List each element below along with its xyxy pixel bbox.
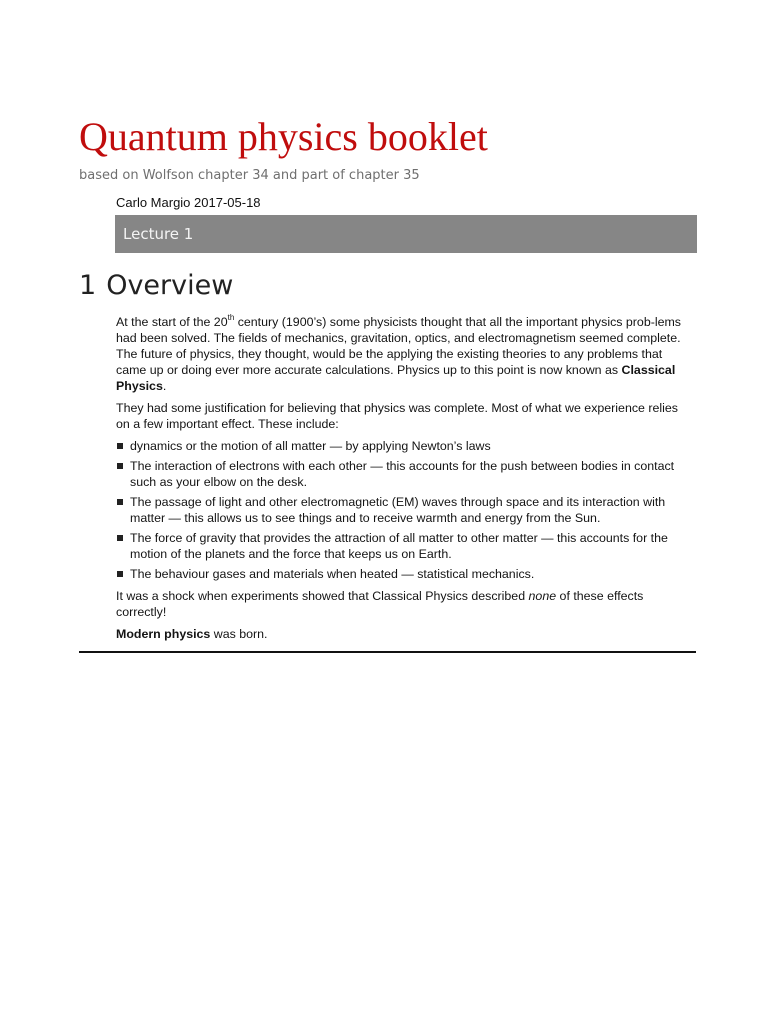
section-end-rule [79, 651, 696, 653]
section-title: Overview [106, 270, 234, 301]
list-item [116, 566, 686, 582]
list-item [116, 438, 686, 454]
intro-text-start: At the start of the 20 [116, 315, 228, 329]
list-item [116, 458, 686, 490]
paragraph-intro [116, 314, 686, 394]
classical-physics-term: Classical Physics [116, 363, 676, 393]
list-item-text: The passage of light and other electromagnetic (EM) waves through space and its interaction with matter — this allows us to see things and to receive warmth and energy from the Sun. [130, 495, 666, 525]
intro-text-body: century (1900’s) some physicists thought that all the important physics prob-lems had been solved. The fields of mechanics, gravitation, optics, and electromagnetism seemed complete. The future of physics, they thought, would be the applying the existing theories to any problems that came up or doing ever more accurate calculations. Physics up to this point is now known as [116, 315, 681, 377]
shock-text-start: It was a shock when experiments showed that Classical Physics described [116, 589, 529, 603]
list-item-text: The interaction of electrons with each other — this accounts for the push between bodies in contact such as your elbow on the desk. [130, 459, 675, 489]
list-item-text: The behaviour gases and materials when heated — statistical mechanics. [130, 567, 535, 581]
square-bullet-icon [117, 499, 123, 505]
intro-text-end: . [162, 379, 167, 393]
modern-physics-term: Modern physics [116, 627, 211, 641]
none-emphasis: none [528, 589, 557, 603]
century-superscript: th [227, 313, 235, 322]
paragraph-justification: They had some justification for believing that physics was complete. Most of what we experience relies on a few important effect. These include: [116, 401, 678, 431]
modern-physics-text: was born. [210, 627, 268, 641]
document-subtitle: based on Wolfson chapter 34 and part of chapter 35 [79, 168, 420, 183]
section-number: 1 [79, 270, 97, 301]
list-item [116, 494, 686, 526]
paragraph-shock [116, 588, 686, 620]
square-bullet-icon [117, 571, 123, 577]
lecture-label: Lecture 1 [123, 225, 194, 243]
section-body [116, 314, 686, 648]
effects-list [116, 438, 686, 582]
list-item [116, 530, 686, 562]
shock-text-end: of these effects correctly! [116, 589, 644, 619]
author-date-line: Carlo Margio 2017-05-18 [116, 195, 261, 210]
document-title: Quantum physics booklet [79, 114, 488, 159]
lecture-banner [115, 215, 697, 253]
list-item-text: The force of gravity that provides the attraction of all matter to other matter — this accounts for the motion of the planets and the force that keeps us on Earth. [130, 531, 668, 561]
list-item-text: dynamics or the motion of all matter — by applying Newton’s laws [130, 439, 491, 453]
paragraph-modern-physics [116, 626, 686, 642]
section-heading [79, 268, 233, 304]
square-bullet-icon [117, 463, 123, 469]
square-bullet-icon [117, 535, 123, 541]
square-bullet-icon [117, 443, 123, 449]
